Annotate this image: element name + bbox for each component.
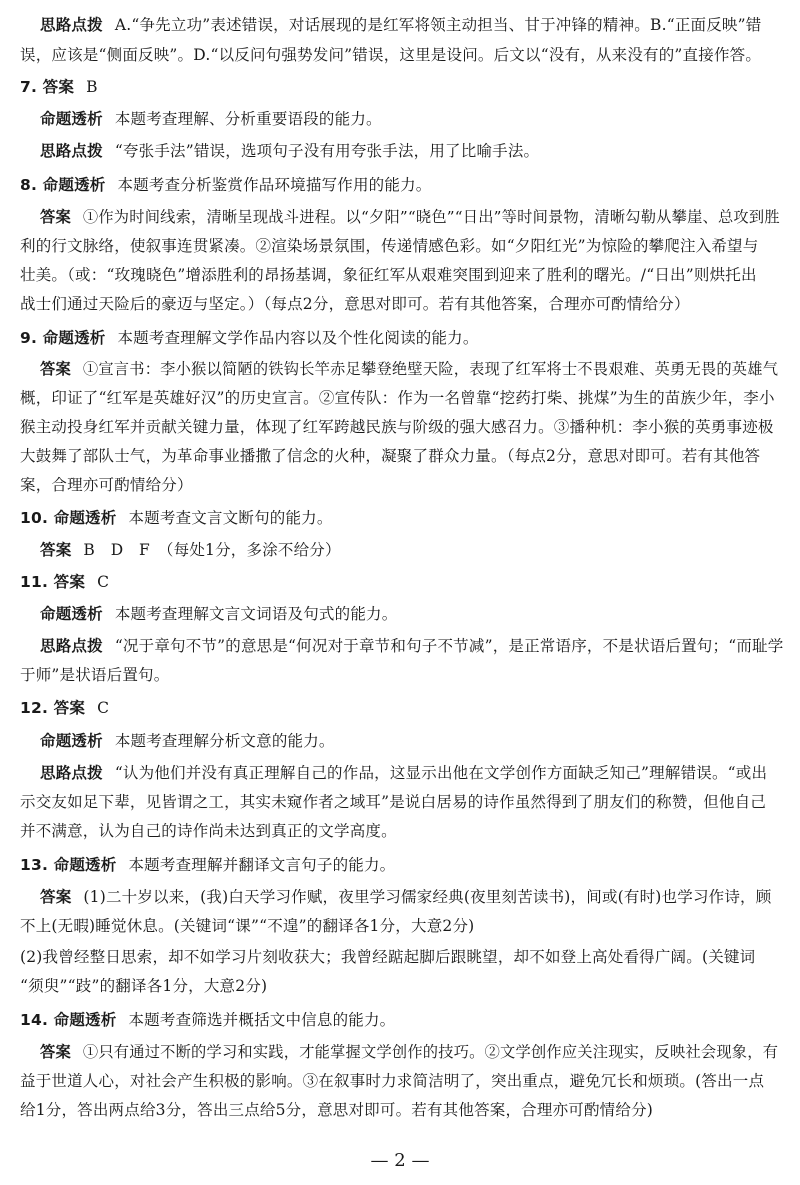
text-line <box>20 855 395 875</box>
item-text: 本题考查文言文断句的能力。 <box>128 509 333 527</box>
text-line <box>40 1042 778 1062</box>
text-line <box>20 475 193 495</box>
text-line <box>20 294 690 314</box>
item-label: 7. 答案 <box>20 78 75 96</box>
item-label: 答案 <box>40 360 71 378</box>
item-label: 命题透析 <box>40 732 103 750</box>
text-line <box>20 236 758 256</box>
text-line <box>40 15 761 35</box>
item-label: 答案 <box>40 888 72 906</box>
item-text: 猴主动投身红军并贡献关键力量，体现了红军跨越民族与阶级的强大感召力。③播种机：李小猴的英勇事迹极 <box>20 418 774 436</box>
item-label: 答案 <box>40 1043 71 1061</box>
item-text: 本题考查理解并翻译文言句子的能力。 <box>128 856 396 874</box>
item-text: “认为他们并没有真正理解自己的作品，这显示出他在文学创作方面缺乏知己”理解错误。“或出 <box>114 764 768 782</box>
text-line <box>20 916 474 936</box>
item-label: 思路点拨 <box>40 142 103 160</box>
text-line <box>20 388 775 408</box>
item-label: 13. 命题透析 <box>20 856 117 874</box>
item-text: 壮美。（或：“玫瑰晓色”增添胜利的昂扬基调，象征红军从艰难突围到迎来了胜利的曙光。/“日出”则烘托出 <box>20 266 757 284</box>
text-line <box>40 540 341 560</box>
item-text: 本题考查理解文言文词语及句式的能力。 <box>114 605 398 623</box>
item-text: 本题考查理解、分析重要语段的能力。 <box>114 110 382 128</box>
item-text: 于师”是状语后置句。 <box>20 666 170 684</box>
item-text: “夸张手法”错误，选项句子没有用夸张手法，用了比喻手法。 <box>114 142 540 160</box>
text-line <box>40 604 397 624</box>
item-text: 不上(无暇)睡觉休息。(关键词“课”“不遑”的翻译各1分，大意2分) <box>20 917 475 935</box>
text-line <box>20 572 109 592</box>
item-label: 9. 命题透析 <box>20 329 106 347</box>
item-text: 示交友如足下辈，见皆谓之工，其实未窥作者之域耳”是说白居易的诗作虽然得到了朋友们的称赞，但他自己 <box>20 793 767 811</box>
text-line <box>20 698 109 718</box>
text-line <box>40 109 382 129</box>
item-text: 误，应该是“侧面反映”。D.“以反问句强势发问”错误，这里是设问。后文以“没有，从来没有的”直接作答。 <box>20 46 762 64</box>
text-line <box>40 141 539 161</box>
item-text: 本题考查分析鉴赏作品环境描写作用的能力。 <box>117 176 432 194</box>
item-label: 思路点拨 <box>40 764 103 782</box>
text-line <box>20 508 333 528</box>
item-text: ①宣言书：李小猴以简陋的铁钩长竿赤足攀登绝壁天险，表现了红军将士不畏艰难、英勇无畏的英雄气 <box>82 360 779 378</box>
text-line <box>20 77 98 97</box>
text-line <box>20 446 760 466</box>
text-line <box>40 207 780 227</box>
text-line <box>20 265 757 285</box>
item-text: 概，印证了“红军是英雄好汉”的历史宣言。②宣传队：作为一名曾靠“挖药打柴、挑煤”为生的苗族少年，李小 <box>20 389 775 407</box>
item-label: 10. 命题透析 <box>20 509 117 527</box>
item-text: 给1分，答出两点给3分，答出三点给5分，意思对即可。若有其他答案，合理亦可酌情给分) <box>20 1101 654 1119</box>
item-text: C <box>97 699 110 717</box>
item-text: 大鼓舞了部队士气，为革命事业播撒了信念的火种，凝聚了群众力量。（每点2分，意思对即可。若有其他答 <box>20 447 761 465</box>
item-text: A.“争先立功”表述错误，对话展现的是红军将领主动担当、甘于冲锋的精神。B.“正面反映”错 <box>114 16 762 34</box>
item-text: 本题考查理解分析文意的能力。 <box>114 732 335 750</box>
page-number: — 2 — <box>370 1150 430 1171</box>
text-line <box>40 359 778 379</box>
text-line <box>20 328 479 348</box>
text-line <box>40 887 771 907</box>
item-label: 答案 <box>40 208 71 226</box>
text-line <box>40 636 783 656</box>
text-line <box>20 1071 764 1091</box>
item-text: 本题考查筛选并概括文中信息的能力。 <box>128 1011 396 1029</box>
text-line <box>20 175 432 195</box>
item-text: B <box>86 78 98 96</box>
item-text: C <box>97 573 110 591</box>
item-text: 案，合理亦可酌情给分） <box>20 476 193 494</box>
item-text: (2)我曾经整日思索，却不如学习片刻收获大；我曾经踮起脚后跟眺望，却不如登上高处看得广阔。(关键词 <box>20 948 756 966</box>
text-line <box>20 665 169 685</box>
text-line <box>20 821 397 841</box>
item-label: 答案 <box>40 541 72 559</box>
text-line <box>20 1100 653 1120</box>
item-text: “须臾”“跂”的翻译各1分，大意2分) <box>20 977 268 995</box>
item-label: 11. 答案 <box>20 573 86 591</box>
item-label: 8. 命题透析 <box>20 176 106 194</box>
item-text: 益于世道人心，对社会产生积极的影响。③在叙事时力求简洁明了，突出重点，避免冗长和烦琐。(答出一点 <box>20 1072 765 1090</box>
item-text: (1)二十岁以来，(我)白天学习作赋，夜里学习儒家经典(夜里刻苦读书)，间或(有时)也学习作诗，顾 <box>83 888 772 906</box>
item-label: 思路点拨 <box>40 16 103 34</box>
item-label: 思路点拨 <box>40 637 103 655</box>
text-line <box>20 417 774 437</box>
item-text: 利的行文脉络，使叙事连贯紧凑。②渲染场景氛围，传递情感色彩。如“夕阳红光”为惊险的攀爬注入希望与 <box>20 237 759 255</box>
item-text: “况于章句不节”的意思是“何况对于章节和句子不节减”，是正常语序，不是状语后置句；“而耻学 <box>114 637 784 655</box>
item-text: ①只有通过不断的学习和实践，才能掌握文学创作的技巧。②文学创作应关注现实，反映社会现象，有 <box>82 1043 779 1061</box>
item-label: 12. 答案 <box>20 699 86 717</box>
text-line <box>40 763 767 783</box>
item-text: B D F （每处1分，多涂不给分） <box>83 541 341 559</box>
text-line <box>20 792 766 812</box>
text-line <box>20 45 761 65</box>
text-line <box>40 731 335 751</box>
item-label: 命题透析 <box>40 605 103 623</box>
item-text: 并不满意，认为自己的诗作尚未达到真正的文学高度。 <box>20 822 397 840</box>
item-label: 命题透析 <box>40 110 103 128</box>
item-label: 14. 命题透析 <box>20 1011 117 1029</box>
item-text: 本题考查理解文学作品内容以及个性化阅读的能力。 <box>117 329 479 347</box>
text-line <box>20 976 267 996</box>
item-text: ①作为时间线索，清晰呈现战斗进程。以“夕阳”“晓色”“日出”等时间景物，清晰勾勒从攀崖、总攻到胜 <box>82 208 780 226</box>
text-line <box>20 1010 395 1030</box>
item-text: 战士们通过天险后的豪迈与坚定。）（每点2分，意思对即可。若有其他答案，合理亦可酌情给分） <box>20 295 690 313</box>
text-line <box>20 947 755 967</box>
